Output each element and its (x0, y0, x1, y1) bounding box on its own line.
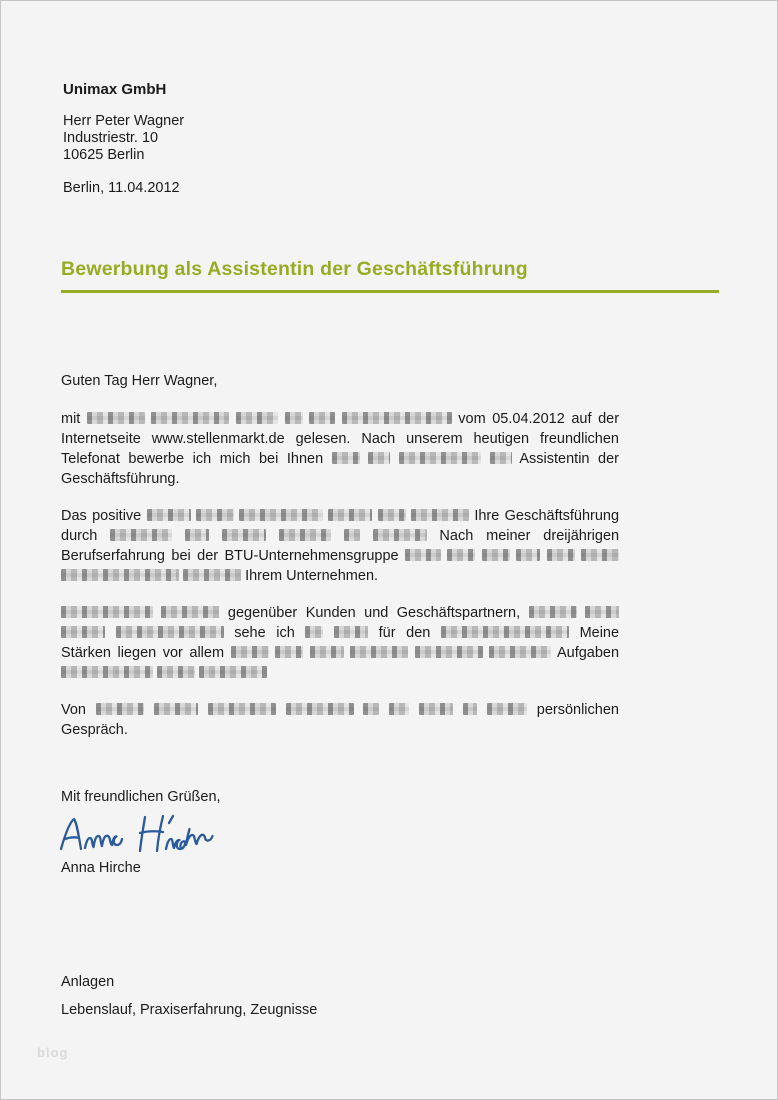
attachments-label: Anlagen (61, 974, 115, 990)
city-date: Berlin, 11.04.2012 (63, 180, 180, 196)
paragraph-line: Telefonat bewerbe ich mich bei Ihnen Assistentin der (61, 451, 620, 467)
redacted-text (305, 626, 323, 638)
attachments-list: Lebenslauf, Praxiserfahrung, Zeugnisse (61, 1002, 318, 1018)
redacted-text (286, 703, 354, 715)
redacted-text (154, 703, 198, 715)
farewell: Mit freundlichen Grüßen, (61, 789, 221, 805)
redacted-text (363, 703, 379, 715)
paragraph-line: Geschäftsführung. (61, 471, 180, 487)
redacted-text (279, 529, 331, 541)
redacted-text (581, 549, 619, 561)
redacted-text (350, 646, 408, 658)
redacted-text (61, 626, 105, 638)
redacted-text (373, 529, 427, 541)
redacted-text (151, 412, 229, 424)
redacted-text (161, 606, 219, 618)
redacted-text (415, 646, 483, 658)
redacted-text (275, 646, 303, 658)
redacted-text (529, 606, 577, 618)
redacted-text (110, 529, 172, 541)
subject-block (61, 258, 717, 293)
paragraph (61, 409, 619, 489)
redacted-text (236, 412, 278, 424)
paragraph (61, 603, 619, 683)
redacted-text (344, 529, 360, 541)
redacted-text (239, 509, 323, 521)
signature-svg (57, 809, 252, 857)
redacted-text (61, 606, 153, 618)
recipient-line: Herr Peter Wagner (63, 113, 185, 129)
paragraph-line: Von persönlichen (61, 702, 619, 718)
redacted-text (419, 703, 453, 715)
paragraph-line: Berufserfahrung bei der BTU-Unternehmensgruppe (61, 546, 619, 566)
redacted-text (61, 569, 179, 581)
paragraph-line: Stärken liegen vor allem Aufgaben (61, 645, 620, 661)
redacted-text (196, 509, 234, 521)
recipient-address (63, 113, 184, 164)
redacted-text (87, 412, 145, 424)
redacted-text (96, 703, 144, 715)
redacted-text (61, 666, 153, 678)
subject-title: Bewerbung als Assistentin der Geschäftsführung (61, 258, 528, 280)
paragraph-line: mit vom 05.04.2012 auf der (61, 411, 620, 427)
paragraph-line (61, 663, 619, 683)
redacted-text (482, 549, 510, 561)
redacted-text (447, 549, 475, 561)
subject-underline (61, 290, 719, 293)
redacted-text (490, 452, 512, 464)
redacted-text (222, 529, 266, 541)
redacted-text (411, 509, 469, 521)
redacted-text (183, 569, 241, 581)
paragraph-line: Gespräch. (61, 722, 128, 738)
paragraph-line: durch Nach meiner dreijährigen (61, 528, 620, 544)
redacted-text (328, 509, 372, 521)
redacted-text (199, 666, 267, 678)
paragraph-line: sehe ich für den Meine (61, 623, 619, 643)
redacted-text (399, 452, 481, 464)
paragraph-line: Internetseite www.stellenmarkt.de gelesen. Nach unserem heutigen freundlichen (61, 431, 619, 447)
redacted-text (332, 452, 360, 464)
redacted-text (208, 703, 276, 715)
redacted-text (585, 606, 619, 618)
redacted-text (378, 509, 406, 521)
redacted-text (516, 549, 540, 561)
redacted-text (342, 412, 452, 424)
recipient-line: 10625 Berlin (63, 147, 145, 163)
redacted-text (231, 646, 269, 658)
redacted-text (185, 529, 209, 541)
paragraph-line: gegenüber Kunden und Geschäftspartnern, (61, 603, 619, 623)
handwritten-signature (57, 809, 252, 862)
watermark: blog (37, 1045, 69, 1060)
body-paragraphs (61, 409, 619, 740)
redacted-text (310, 646, 344, 658)
paragraph (61, 700, 619, 740)
redacted-text (489, 646, 551, 658)
paragraph-line: Ihrem Unternehmen. (61, 566, 619, 586)
redacted-text (147, 509, 191, 521)
redacted-text (157, 666, 195, 678)
company-name: Unimax GmbH (63, 81, 167, 98)
redacted-text (389, 703, 409, 715)
redacted-text (285, 412, 303, 424)
paragraph (61, 506, 619, 586)
redacted-text (441, 626, 569, 638)
redacted-text (547, 549, 575, 561)
redacted-text (116, 626, 224, 638)
redacted-text (487, 703, 527, 715)
redacted-text (463, 703, 477, 715)
paragraph-line: Das positive Ihre Geschäftsführung (61, 508, 620, 524)
typed-signature-name: Anna Hirche (61, 860, 141, 876)
redacted-text (309, 412, 335, 424)
salutation: Guten Tag Herr Wagner, (61, 373, 218, 389)
recipient-line: Industriestr. 10 (63, 130, 159, 146)
redacted-text (368, 452, 390, 464)
redacted-text (334, 626, 368, 638)
letter-body (61, 371, 619, 757)
redacted-text (405, 549, 441, 561)
